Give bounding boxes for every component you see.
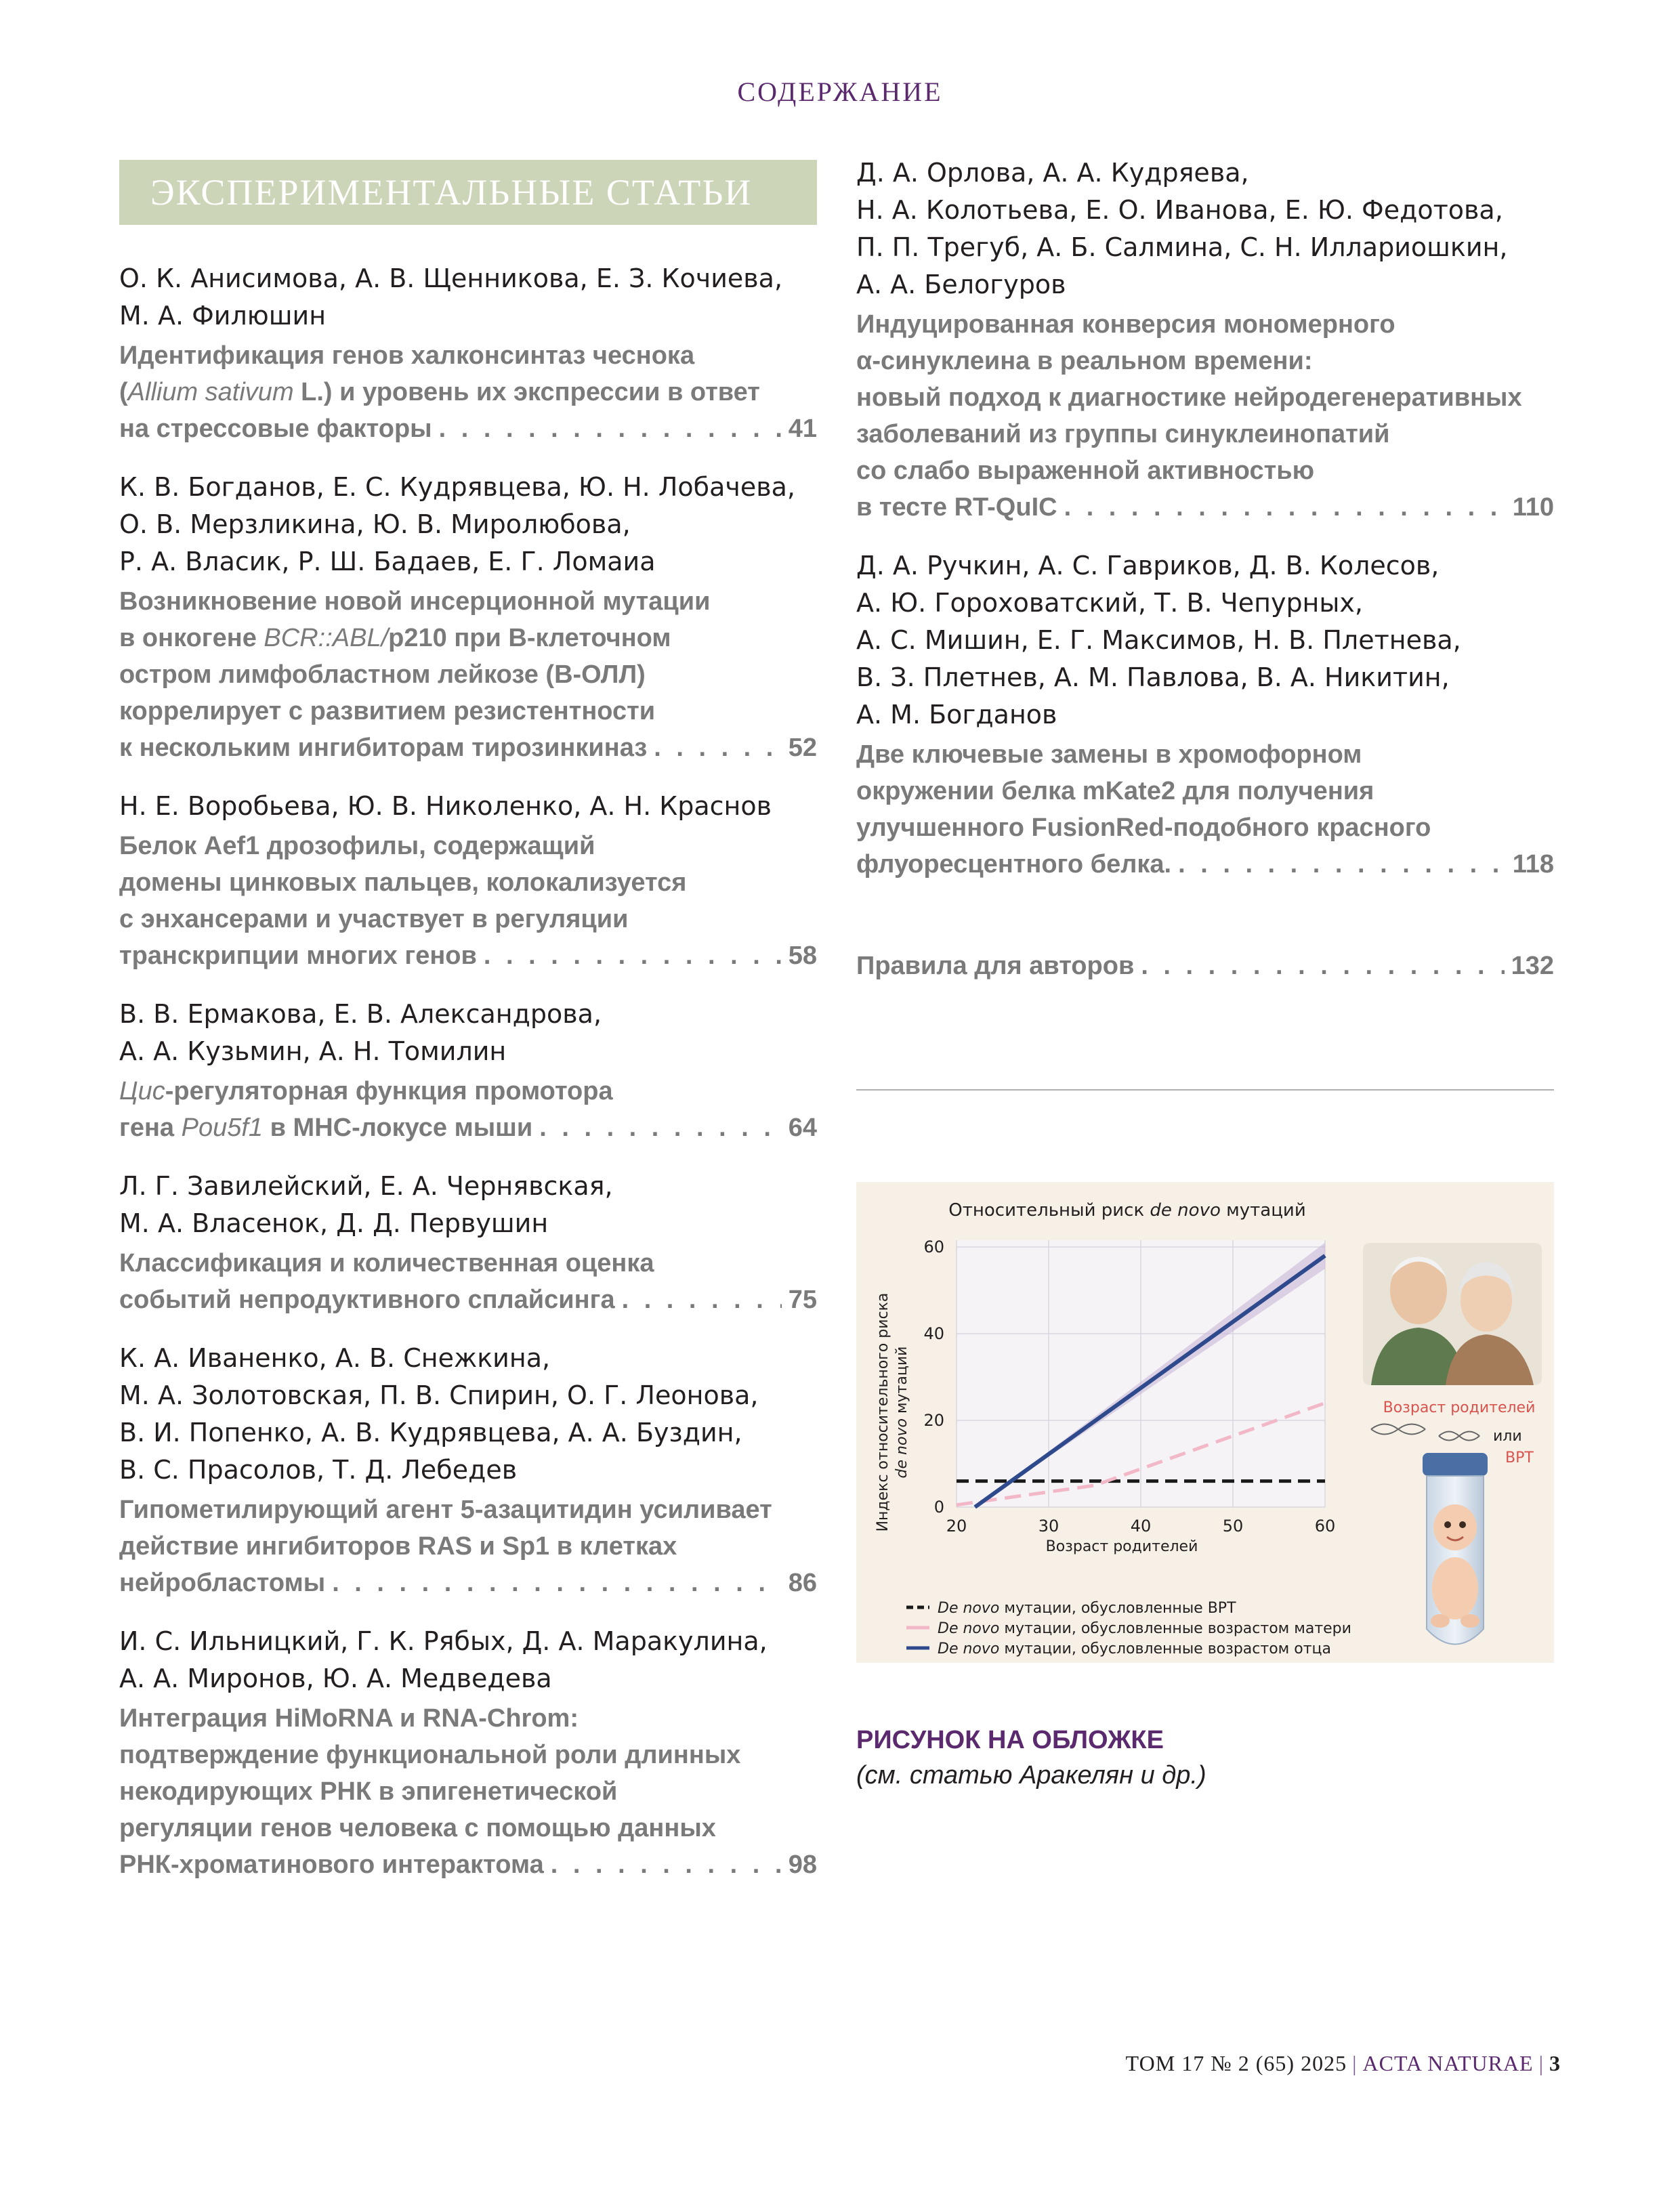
entry-title: Гипометилирующий агент 5-азацитидин усиливает действие ингибиторов RAS и Sp1 в клетках нейробластомы . . . 86	[119, 1492, 817, 1601]
or-label: или	[1493, 1428, 1522, 1445]
entry-authors: И. С. Ильницкий, Г. К. Рябых, Д. А. Маракулина, А. А. Миронов, Ю. А. Медведева	[119, 1626, 768, 1693]
page-number: 64	[788, 1114, 817, 1142]
journal-name: ACTA NATURAE	[1362, 2051, 1534, 2075]
dna-icon	[1371, 1424, 1479, 1441]
toc-entry[interactable]	[119, 469, 817, 766]
page-number: 110	[1512, 493, 1554, 522]
cover-title: РИСУНОК НА ОБЛОЖКЕ	[856, 1726, 1164, 1754]
y-tick-label: 40	[923, 1324, 944, 1343]
page-number: 3	[1549, 2051, 1561, 2075]
cover-figure	[856, 1182, 1554, 1663]
y-tick-label: 0	[933, 1498, 944, 1517]
plot-area	[923, 1238, 1335, 1536]
page-footer: ТОМ 17 № 2 (65) 2025 | ACTA NATURAE | 3	[1125, 2051, 1561, 2075]
page-header: СОДЕРЖАНИЕ	[737, 77, 943, 107]
legend-item-father: De novo мутации, обусловленные возрастом отца	[938, 1641, 1331, 1657]
page-number: 58	[788, 942, 817, 970]
x-tick-label: 60	[1314, 1517, 1336, 1536]
entry-title: Идентификация генов халконсинтаз чеснока (Allium sativum L.) и уровень их экспрессии в ответ на стрессовые факторы . . . 41	[119, 337, 817, 447]
page-number: 52	[788, 734, 817, 762]
toc-entry[interactable]	[856, 154, 1554, 526]
toc-entry[interactable]	[119, 1168, 817, 1318]
entry-authors: К. В. Богданов, Е. С. Кудрявцева, Ю. Н. Лобачева, О. В. Мерзликина, Ю. В. Миролюбова, Р. А. Власик, Р. Ш. Бадаев, Е. Г. Ломаиа	[119, 472, 795, 576]
issue-info: ТОМ 17 № 2 (65) 2025	[1125, 2051, 1347, 2075]
x-tick-label: 30	[1038, 1517, 1059, 1536]
entry-authors: В. В. Ермакова, Е. В. Александрова, А. А. Кузьмин, А. Н. Томилин	[119, 999, 602, 1066]
y-axis-label-2: de novo мутаций	[894, 1346, 910, 1479]
entry-authors: Д. А. Орлова, А. А. Кудряева, Н. А. Колотьева, Е. О. Иванова, Е. Ю. Федотова, П. П. Трегуб, А. Б. Салмина, С. Н. Иллариошкин, А. А. Белогуров	[856, 158, 1508, 299]
entry-title: Белок Aef1 дрозофилы, содержащий домены цинковых пальцев, колокализуется с энхансерами и участвует в регуляции транскрипции многих генов . . . 58	[119, 828, 817, 974]
elderly-couple-illustration	[1363, 1243, 1542, 1385]
parents-age-label: Возраст родителей	[1383, 1399, 1536, 1416]
toc-entry-rules[interactable]	[856, 948, 1554, 984]
y-axis-label: Индекс относительного риска	[875, 1292, 891, 1532]
page-number: 98	[788, 1850, 817, 1879]
test-tube-baby-illustration	[1423, 1453, 1488, 1645]
entry-title: Классификация и количественная оценка событий непродуктивного сплайсинга . . . 75	[119, 1245, 817, 1318]
page-number: 41	[788, 415, 817, 443]
art-label: ВРТ	[1505, 1450, 1534, 1466]
left-column	[119, 160, 817, 1905]
toc-entry[interactable]	[119, 996, 817, 1146]
toc-entry[interactable]	[119, 1340, 817, 1601]
legend	[906, 1600, 1351, 1657]
entry-authors: Н. Е. Воробьева, Ю. В. Николенко, А. Н. Краснов	[119, 791, 772, 821]
entry-title: Индуцированная конверсия мономерного α-синуклеина в реальном времени: новый подход к диагностике нейродегенеративных заболеваний из группы синуклеинопатий со слабо выраженной активностью в тесте RT-QuIC . . . 110	[856, 306, 1554, 526]
entry-authors: Д. А. Ручкин, А. С. Гавриков, Д. В. Колесов, А. Ю. Гороховатский, Т. В. Чепурных, А. С. Мишин, Е. Г. Максимов, Н. В. Плетнева, В. З. Плетнев, А. М. Павлова, В. А. Никитин, А. М. Богданов	[856, 551, 1461, 729]
toc-entry[interactable]	[119, 1623, 817, 1883]
divider	[856, 1089, 1554, 1091]
y-tick-label: 20	[923, 1411, 944, 1430]
x-tick-label: 40	[1130, 1517, 1152, 1536]
entry-title: Две ключевые замены в хромофорном окружении белка mKate2 для получения улучшенного FusionRed-подобного красного флуоресцентного белка. . . . 118	[856, 736, 1554, 883]
figure-title: Относительный риск de novo мутаций	[948, 1200, 1306, 1221]
entry-title: Возникновение новой инсерционной мутации в онкогене BCR::ABL/p210 при В-клеточном остром лимфобластном лейкозе (В-ОЛЛ) коррелирует с развитием резистентности к нескольким ингибиторам тирозинкиназ . . . 52	[119, 583, 817, 766]
entry-title: Интеграция HiMoRNA и RNA-Chrom: подтверждение функциональной роли длинных некодирующих РНК в эпигенетической регуляции генов человека с помощью данных РНК-хроматинового интерактома . . . 98	[119, 1700, 817, 1883]
entry-title: Цис-регуляторная функция промотора гена Pou5f1 в МНС-локусе мыши . . . 64	[119, 1073, 817, 1146]
page-number: 86	[788, 1569, 817, 1597]
entry-authors: Л. Г. Завилейский, Е. А. Чернявская, М. А. Власенок, Д. Д. Первушин	[119, 1171, 613, 1238]
x-tick-label: 50	[1222, 1517, 1244, 1536]
y-tick-label: 60	[923, 1238, 944, 1256]
entry-authors: К. А. Иваненко, А. В. Снежкина, М. А. Золотовская, П. В. Спирин, О. Г. Леонова, В. И. Попенко, А. В. Кудрявцева, А. А. Буздин, В. С. Прасолов, Т. Д. Лебедев	[119, 1343, 759, 1485]
legend-item-mother: De novo мутации, обусловленные возрастом матери	[938, 1620, 1351, 1637]
toc-entry[interactable]	[119, 260, 817, 447]
section-banner: ЭКСПЕРИМЕНТАЛЬНЫЕ СТАТЬИ	[119, 160, 817, 225]
toc-entry[interactable]	[119, 788, 817, 974]
page-number: 118	[1512, 850, 1554, 879]
page-number: 132	[1511, 952, 1554, 980]
legend-item-art: De novo мутации, обусловленные ВРТ	[938, 1600, 1236, 1617]
cover-note: (см. статью Аракелян и др.)	[856, 1761, 1206, 1790]
risk-chart	[856, 1182, 1554, 1663]
toc-entry[interactable]	[856, 547, 1554, 883]
entry-title: Правила для авторов . . . 132	[856, 948, 1554, 984]
right-column	[856, 154, 1554, 1006]
page-number: 75	[788, 1286, 817, 1314]
entry-authors: О. К. Анисимова, А. В. Щенникова, Е. З. Кочиева, М. А. Филюшин	[119, 263, 783, 331]
x-axis-label: Возраст родителей	[1045, 1538, 1198, 1555]
x-tick-label: 20	[946, 1517, 967, 1536]
